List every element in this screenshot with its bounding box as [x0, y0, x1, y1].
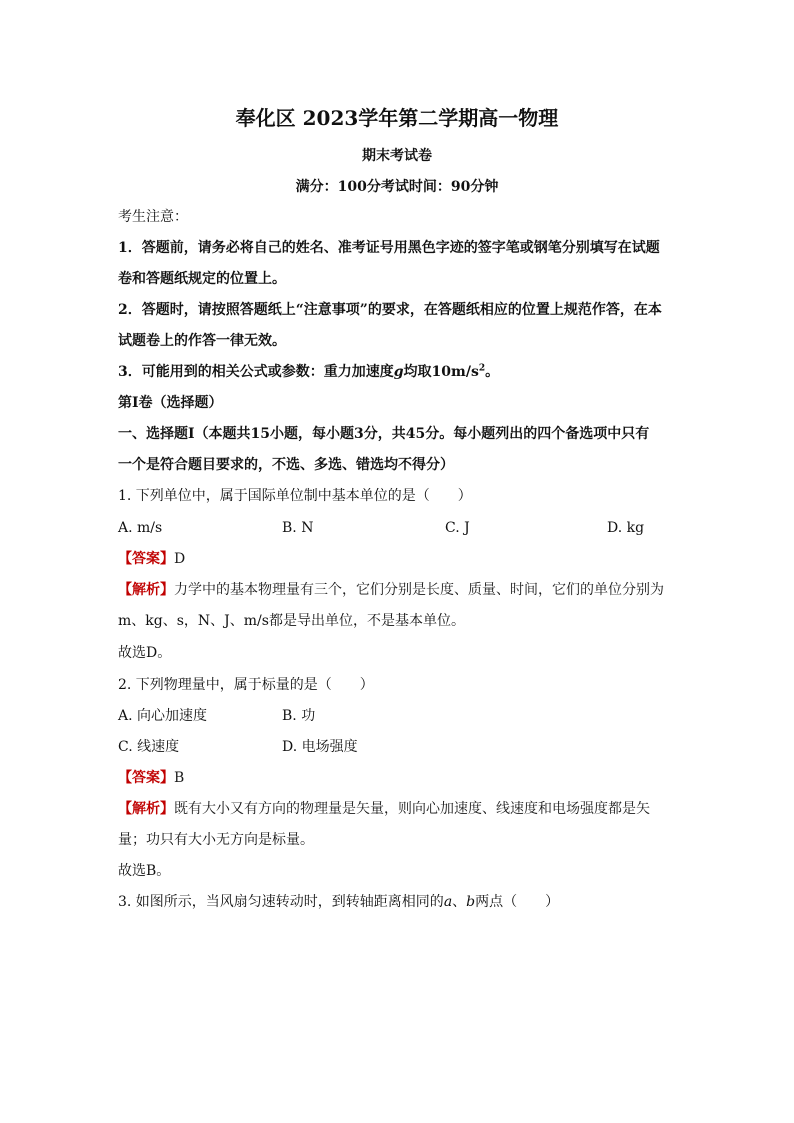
notice-item-2-line-1: 2．答题时，请按照答题纸上“注意事项”的要求，在答题纸相应的位置上规范作答，在本 — [118, 302, 662, 318]
part-instructions-line-2: 一个是符合题目要求的，不选、多选、错选均不得分） — [118, 457, 454, 473]
q1-option-b: B. N — [282, 520, 314, 536]
exam-meta: 满分：100分考试时间：90分钟 — [295, 179, 499, 195]
part-instructions-line-1: 一、选择题I（本题共15小题，每小题3分，共45分。每小题列出的四个备选项中只有 — [118, 426, 650, 442]
q2-analysis-line-1: 【解析】既有大小又有方向的物理量是矢量，则向心加速度、线速度和电场强度都是矢 — [118, 801, 650, 817]
q2-option-d: D. 电场强度 — [282, 739, 358, 755]
q1-analysis-line-1: 【解析】力学中的基本物理量有三个，它们分别是长度、质量、时间，它们的单位分别为 — [118, 582, 664, 598]
notice-item-2-line-2: 试题卷上的作答一律无效。 — [118, 333, 286, 349]
q2-answer: 【答案】B — [118, 770, 185, 786]
q2-option-c: C. 线速度 — [118, 739, 180, 755]
q1-option-a: A. m/s — [118, 520, 163, 536]
q1-option-c: C. J — [445, 520, 470, 536]
notice-heading: 考生注意： — [118, 209, 188, 225]
q1-option-d: D. kg — [607, 520, 645, 536]
q2-option-a: A. 向心加速度 — [118, 708, 208, 724]
q1-conclusion: 故选D。 — [118, 645, 172, 661]
q2-analysis-line-2: 量；功只有大小无方向是标量。 — [118, 832, 314, 848]
q3-stem: 3. 如图所示，当风扇匀速转动时，到转轴距离相同的a、b两点（ ） — [118, 894, 560, 910]
q1-analysis-line-2: m、kg、s，N、J、m/s都是导出单位，不是基本单位。 — [118, 613, 465, 629]
page-subtitle: 期末考试卷 — [362, 148, 432, 164]
page-title: 奉化区 2023学年第二学期高一物理 — [235, 106, 559, 130]
q2-conclusion: 故选B。 — [118, 863, 171, 879]
q1-stem: 1. 下列单位中，属于国际单位制中基本单位的是（ ） — [118, 488, 472, 504]
q2-option-b: B. 功 — [282, 708, 316, 724]
q2-stem: 2. 下列物理量中，属于标量的是（ ） — [118, 677, 374, 693]
notice-item-1-line-1: 1．答题前，请务必将自己的姓名、准考证号用黑色字迹的签字笔或钢笔分别填写在试题 — [118, 240, 660, 256]
q1-answer: 【答案】D — [118, 551, 186, 567]
notice-item-1-line-2: 卷和答题纸规定的位置上。 — [118, 271, 286, 287]
notice-item-3: 3．可能用到的相关公式或参数：重力加速度g均取$10m/s^2$。 — [118, 363, 500, 380]
volume-heading: 第I卷（选择题） — [118, 395, 223, 411]
